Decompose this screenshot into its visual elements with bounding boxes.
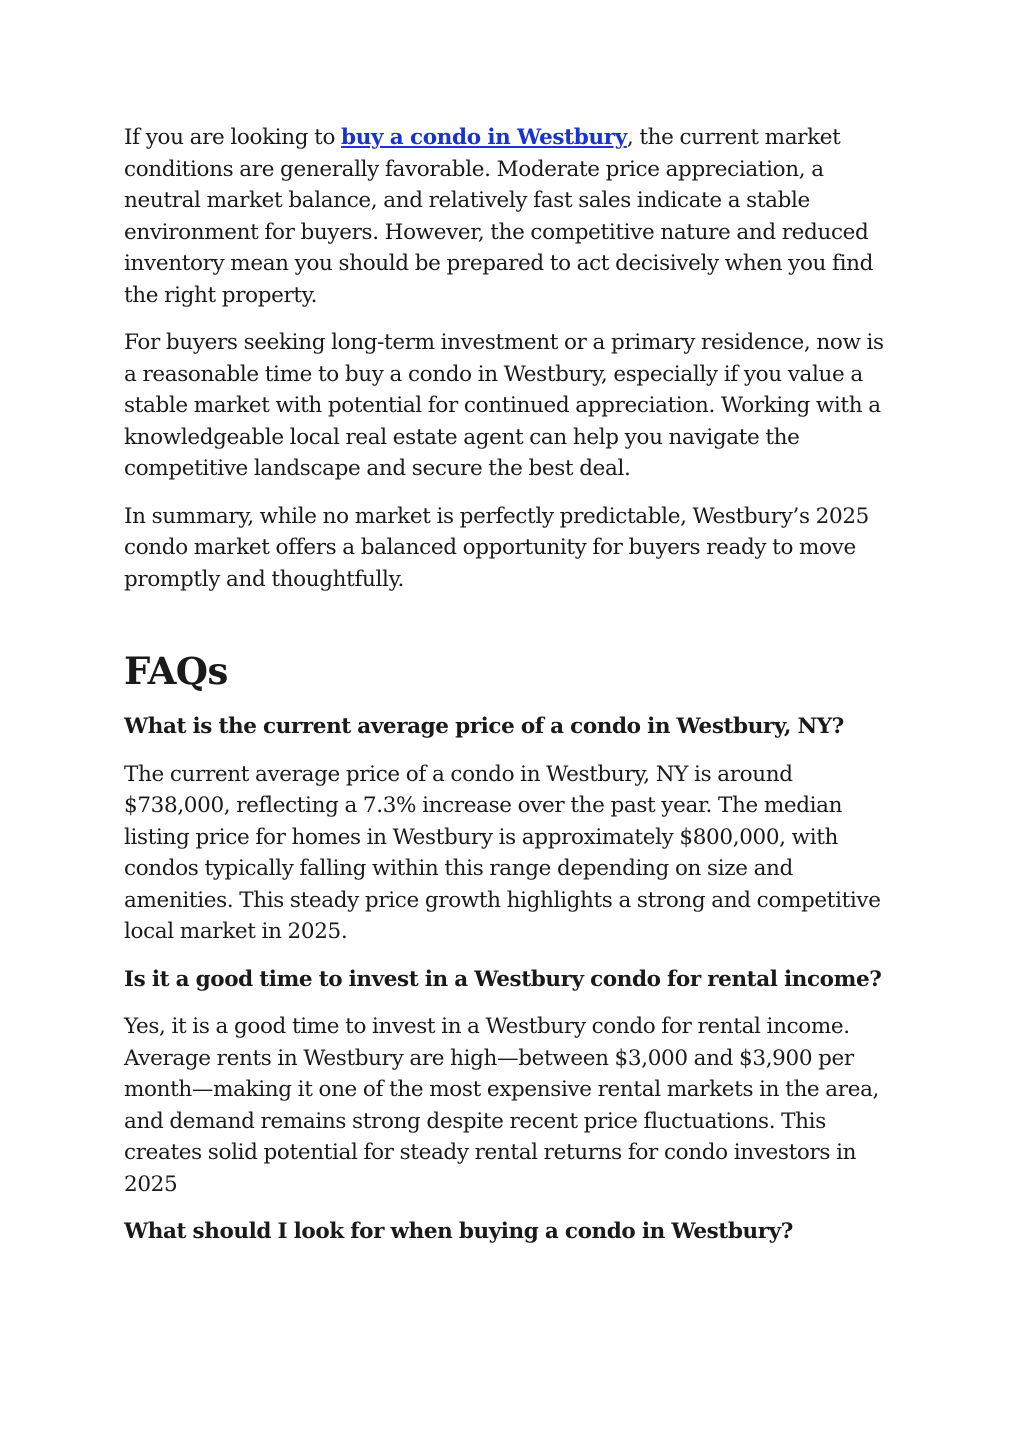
faq-answer-1: The current average price of a condo in Westbury, NY is around $738,000, reflecting a 7.3% increase over the past year. The median listing price for homes in Westbury is approximately $800,000, with condos typically falling within this range depending on size and amenities. This steady price growth highlights a strong and competitive local market in 2025. bbox=[124, 761, 881, 944]
intro-text-after-link: , the current market conditions are generally favorable. Moderate price appreciation, a neutral market balance, and relatively fast sales indicate a stable environment for buyers. However, the competitive nature and reduced inventory mean you should be prepared to act decisively when you find the right property. bbox=[124, 125, 874, 308]
buy-condo-westbury-link[interactable]: buy a condo in Westbury bbox=[341, 125, 627, 150]
intro-paragraph-1 bbox=[124, 122, 894, 311]
intro-text-before-link: If you are looking to bbox=[124, 125, 342, 150]
faq-question-1: What is the current average price of a condo in Westbury, NY? bbox=[124, 714, 844, 739]
faqs-heading: FAQs bbox=[124, 649, 228, 693]
document-page bbox=[124, 122, 894, 1248]
faq-question-3: What should I look for when buying a condo in Westbury? bbox=[124, 1219, 793, 1244]
intro-paragraph-3: In summary, while no market is perfectly predictable, Westbury’s 2025 condo market offers a balanced opportunity for buyers ready to move promptly and thoughtfully. bbox=[124, 503, 869, 592]
intro-paragraph-2: For buyers seeking long-term investment or a primary residence, now is a reasonable time to buy a condo in Westbury, especially if you value a stable market with potential for continued appreciation. Working with a knowledgeable local real estate agent can help you navigate the competitive landscape and secure the best deal. bbox=[124, 330, 884, 481]
faq-answer-2: Yes, it is a good time to invest in a Westbury condo for rental income. Average rents in Westbury are high—between $3,000 and $3,900 per month—making it one of the most expensive rental markets in the area, and demand remains strong despite recent price fluctuations. This creates solid potential for steady rental returns for condo investors in 2025 bbox=[124, 1014, 880, 1197]
faq-question-2: Is it a good time to invest in a Westbury condo for rental income? bbox=[124, 966, 882, 992]
